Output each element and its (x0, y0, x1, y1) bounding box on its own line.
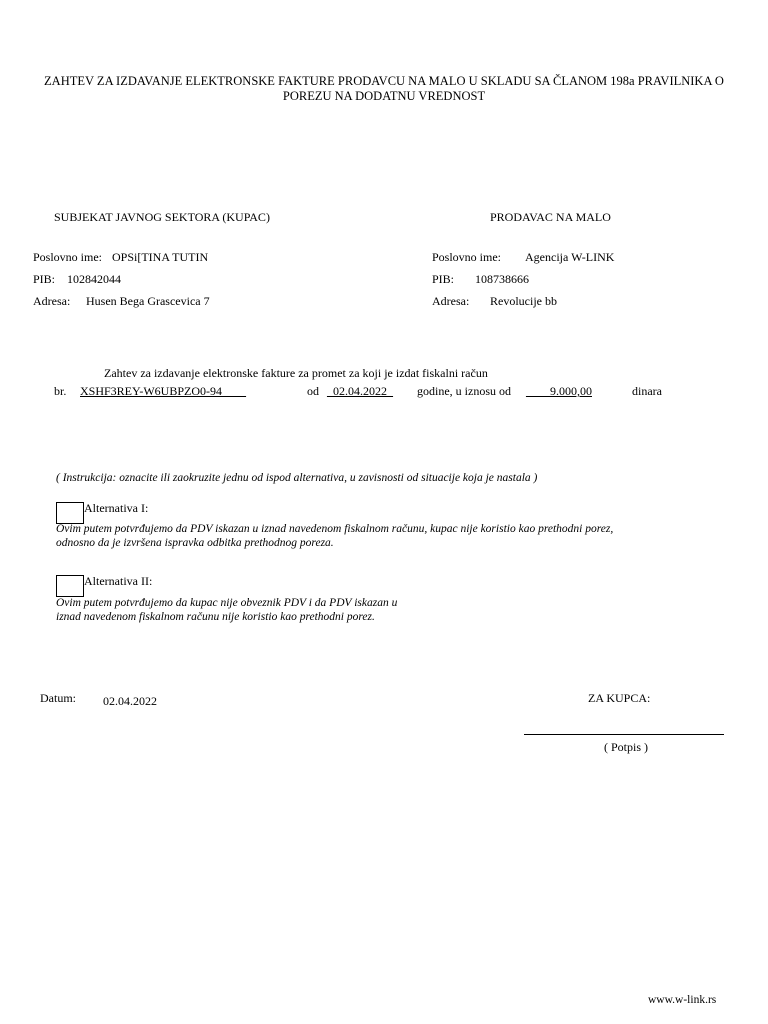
seller-pib-label: PIB: (432, 272, 455, 286)
buyer-address-label: Adresa: (33, 294, 71, 308)
seller-address-label: Adresa: (432, 294, 470, 308)
seller-pib: 108738666 (475, 272, 529, 286)
buyer-pib-label: PIB: (33, 272, 56, 286)
godine-label: godine, u iznosu od (417, 384, 511, 398)
signature-caption: ( Potpis ) (604, 740, 649, 754)
alternative-1-text-line-1: Ovim putem potvrđujemo da PDV iskazan u iznad navedenom fiskalnom računu, kupac nije koristio kao prethodni porez, (56, 523, 614, 535)
title-line-1: ZAHTEV ZA IZDAVANJE ELEKTRONSKE FAKTURE PRODAVCU NA MALO U SKLADU SA ČLANOM 198a PRAVILNIKA O (44, 74, 724, 88)
alternative-2-text-line-1: Ovim putem potvrđujemo da kupac nije obveznik PDV i da PDV iskazan u (56, 597, 398, 609)
amount: ____9.000,00 (526, 384, 592, 398)
instructions: ( Instrukcija: oznacite ili zaokruzite jednu od ispod alternativa, u zavisnosti od situacije koja je nastala ) (56, 472, 538, 484)
alternative-1-checkbox[interactable] (56, 502, 84, 524)
title-line-2: POREZU NA DODATNU VREDNOST (282, 89, 486, 103)
receipt-date: _02.04.2022_ (327, 384, 393, 398)
alternative-2-checkbox[interactable] (56, 575, 84, 597)
seller-heading: PRODAVAC NA MALO (490, 210, 611, 224)
buyer-heading: SUBJEKAT JAVNOG SEKTORA (KUPAC) (54, 210, 270, 224)
alternative-2-label: Alternativa II: (84, 574, 153, 588)
buyer-address: Husen Bega Grascevica 7 (86, 294, 210, 308)
document-title (20, 74, 748, 104)
signature-line (524, 734, 724, 735)
seller-name-label: Poslovno ime: (432, 250, 502, 264)
datum-label: Datum: (40, 691, 76, 705)
datum-value: 02.04.2022 (103, 694, 157, 708)
request-text: Zahtev za izdavanje elektronske fakture za promet za koji je izdat fiskalni račun (104, 366, 488, 380)
website-url: www.w-link.rs (648, 994, 717, 1006)
br-label: br. (54, 384, 67, 398)
receipt-number: XSHF3REY-W6UBPZO0-94____ (80, 384, 247, 398)
buyer-name-label: Poslovno ime: (33, 250, 103, 264)
alternative-1-label: Alternativa I: (84, 501, 149, 515)
alternative-1-text-line-2: odnosno da je izvršena ispravka odbitka prethodnog poreza. (56, 537, 334, 549)
alternative-2-text-line-2: iznad navedenom fiskalnom računu nije koristio kao prethodni porez. (56, 611, 375, 623)
za-kupca-label: ZA KUPCA: (588, 691, 651, 705)
currency: dinara (632, 384, 662, 398)
seller-name: Agencija W-LINK (525, 250, 615, 264)
seller-address: Revolucije bb (490, 294, 557, 308)
buyer-name: OPSi[TINA TUTIN (112, 250, 209, 264)
od-label: od (307, 384, 319, 398)
buyer-pib: 102842044 (67, 272, 121, 286)
